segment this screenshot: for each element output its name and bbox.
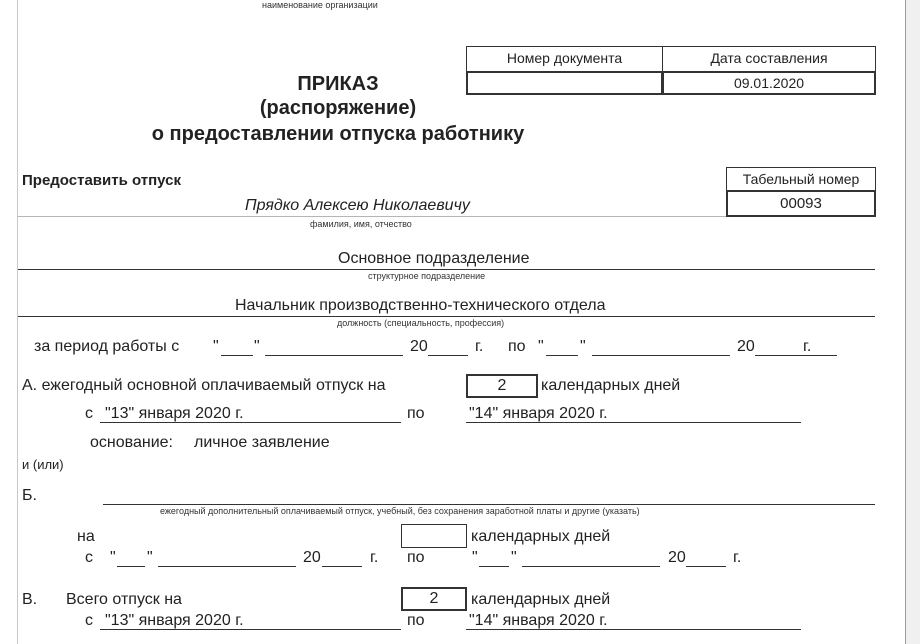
section-a-to-line: [466, 422, 801, 423]
doc-number-header: Номер документа: [466, 46, 663, 72]
section-b-from-month-blank: [158, 566, 296, 567]
section-c-from-date: "13" января 2020 г.: [105, 612, 244, 629]
period-to-year-blank: [755, 355, 795, 356]
section-a-from-label: с: [85, 405, 93, 422]
section-b-to-label: по: [407, 549, 425, 566]
section-b-to-day-blank: [479, 566, 509, 567]
section-b-to-quote-close: ": [511, 549, 517, 566]
section-a-label: А. ежегодный основной оплачиваемый отпуск на: [22, 377, 386, 394]
section-b-line: [103, 504, 875, 505]
section-c-total-label: Всего отпуск на: [66, 591, 182, 608]
section-a-basis-label: основание:: [90, 434, 173, 451]
section-c-from-label: с: [85, 612, 93, 629]
period-to-month-blank: [592, 355, 730, 356]
section-c-days: 2: [401, 587, 467, 611]
department-value: Основное подразделение: [338, 250, 530, 267]
title-subject: о предоставлении отпуска работнику: [151, 123, 525, 145]
period-from-quote-open: ": [213, 338, 219, 355]
period-from-year-blank: [428, 355, 468, 356]
and-or-label: и (или): [22, 457, 64, 472]
title-order: ПРИКАЗ: [297, 73, 379, 95]
vertical-scrollbar[interactable]: [905, 0, 920, 644]
position-line: [18, 316, 875, 317]
section-b-to-quote-open: ": [472, 549, 478, 566]
section-b-to-year-prefix: 20: [668, 549, 686, 566]
section-b-days: [401, 524, 467, 548]
section-a-basis-value: личное заявление: [194, 434, 330, 451]
section-b-on-label: на: [77, 528, 95, 545]
period-from-year-prefix: 20: [410, 338, 428, 355]
section-b-from-day-blank: [117, 566, 145, 567]
left-margin-rule: [17, 0, 18, 644]
section-a-to-date: "14" января 2020 г.: [469, 405, 608, 422]
employee-caption: фамилия, имя, отчество: [310, 219, 412, 229]
section-a-from-date: "13" января 2020 г.: [105, 405, 244, 422]
section-b-to-month-blank: [522, 566, 660, 567]
doc-date-header: Дата составления: [662, 46, 876, 72]
section-b-to-year-blank: [686, 566, 726, 567]
period-tail-line: [795, 355, 837, 356]
section-b-from-quote-open: ": [110, 549, 116, 566]
employee-line: [18, 216, 726, 217]
tab-number-header: Табельный номер: [726, 167, 876, 191]
section-c-days-label: календарных дней: [471, 591, 611, 608]
period-to-year-suffix: г.: [803, 338, 812, 355]
position-value: Начальник производственно-технического отдела: [235, 297, 606, 314]
section-c-from-line: [100, 629, 401, 630]
section-b-from-year-blank: [322, 566, 362, 567]
period-to-quote-open: ": [538, 338, 544, 355]
title-disposition: (распоряжение): [259, 97, 417, 119]
tab-number-value: 00093: [726, 190, 876, 217]
section-b-from-quote-close: ": [147, 549, 153, 566]
section-c-to-line: [466, 629, 801, 630]
department-caption: структурное подразделение: [368, 271, 486, 281]
department-line: [18, 269, 875, 270]
period-label: за период работы с: [34, 338, 180, 355]
doc-date-value: 09.01.2020: [662, 71, 876, 95]
period-to-day-blank: [546, 355, 578, 356]
section-a-days: 2: [466, 374, 538, 398]
section-c-to-date: "14" января 2020 г.: [469, 612, 608, 629]
section-a-days-label: календарных дней: [541, 377, 681, 394]
section-c-label: В.: [22, 591, 38, 608]
section-a-from-line: [100, 422, 401, 423]
section-a-to-label: по: [407, 405, 425, 422]
section-b-caption: ежегодный дополнительный оплачиваемый отпуск, учебный, без сохранения заработной платы и другие (указать): [160, 506, 640, 516]
section-b-from-year-suffix: г.: [370, 549, 379, 566]
period-to-label: по: [508, 338, 526, 355]
period-to-quote-close: ": [580, 338, 586, 355]
org-caption: наименование организации: [262, 0, 378, 10]
section-c-to-label: по: [407, 612, 425, 629]
section-b-from-label: с: [85, 549, 93, 566]
period-from-year-suffix: г.: [475, 338, 484, 355]
period-to-year-prefix: 20: [737, 338, 755, 355]
doc-number-value: [466, 71, 663, 95]
section-b-from-year-prefix: 20: [303, 549, 321, 566]
section-b-label: Б.: [22, 487, 37, 504]
section-b-days-label: календарных дней: [471, 528, 611, 545]
section-b-to-year-suffix: г.: [733, 549, 742, 566]
period-from-quote-close: ": [254, 338, 260, 355]
position-caption: должность (специальность, профессия): [337, 318, 505, 328]
grant-label: Предоставить отпуск: [22, 172, 181, 189]
employee-name: Прядко Алексею Николаевичу: [245, 197, 470, 214]
period-from-month-blank: [265, 355, 403, 356]
period-from-day-blank: [221, 355, 253, 356]
